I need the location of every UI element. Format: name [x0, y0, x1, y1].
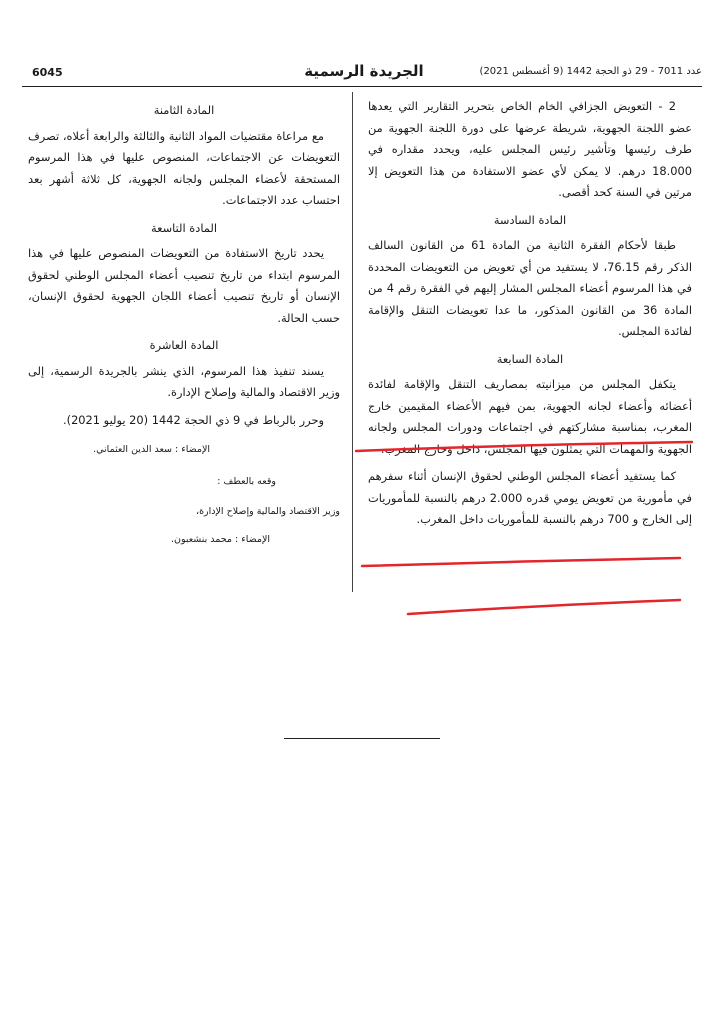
page-header: [26, 62, 702, 84]
article-6-text: طبقا لأحكام الفقرة الثانية من المادة 61 من القانون السالف الذكر رقم 76.15، لا يستفيد من أي تعويض من التعويضات المحددة في هذا المرسوم أعضاء المجلس المشار إليهم في الفقرة رقم 4 من المادة 36 من القانون المذكور، ما عدا تعويضات التنقل والإقامة لفائدة المجلس.: [368, 238, 692, 338]
article-7-paragraph-1: يتكفل المجلس من ميزانيته بمصاريف التنقل والإقامة لفائدة أعضائه وأعضاء لجانه الجهوية، بمن فيهم الأعضاء المقيمين خارج المغرب، بمناسبة مشاركتهم في اجتماعات ودورات المجلس ولجانه الجهوية والمهمات التي يمثلون فيها المجلس، داخل وخارج المغرب.: [368, 377, 692, 456]
article-9-text: يحدد تاريخ الاستفادة من التعويضات المنصوص عليها في هذا المرسوم ابتداء من تاريخ تنصيب أعضاء المجلس الوطني لحقوق الإنسان أو تاريخ تنصيب أعضاء اللجان الجهوية لحقوق الإنسان، حسب الحالة.: [28, 246, 340, 325]
article-7-title: المادة السابعة: [496, 351, 564, 366]
article-9-title: المادة التاسعة: [150, 220, 218, 235]
page-number: 6045: [32, 66, 63, 79]
footer-rule: [284, 738, 440, 739]
signature-prime-minister: الإمضاء : سعد الدين العثماني.: [93, 444, 210, 455]
article-8-title: المادة الثامنة: [153, 103, 215, 117]
red-underline-3: [408, 600, 680, 614]
red-underline-2: [362, 558, 680, 566]
countersigned-label: وقعه بالعطف :: [217, 476, 276, 487]
article-6-title: المادة السادسة: [493, 212, 567, 227]
article-10-text: يسند تنفيذ هذا المرسوم، الذي ينشر بالجريدة الرسمية، إلى وزير الاقتصاد والمالية وإصلاح الإدارة.: [28, 363, 340, 399]
article-8-text: مع مراعاة مقتضيات المواد الثانية والثالثة والرابعة أعلاه، تصرف التعويضات عن الاجتماعات، المنصوص عليها في هذا المرسوم المستحقة لأعضاء المجلس ولجانه الجهوية، كل ثلاثة أشهر بعد احتساب عدد الاجتماعات.: [28, 128, 340, 207]
left-column: [28, 96, 340, 549]
signature-minister: الإمضاء : محمد بنشعبون.: [170, 534, 270, 545]
right-column: [368, 96, 692, 537]
header-rule: [22, 86, 702, 87]
article-10-title: المادة العاشرة: [149, 338, 219, 352]
gazette-title: الجريدة الرسمية: [304, 62, 424, 80]
minister-title: وزير الاقتصاد والمالية وإصلاح الإدارة،: [196, 506, 340, 517]
date-line: وحرر بالرباط في 9 ذي الحجة 1442 (20 يوليو 2021).: [62, 412, 324, 427]
issue-info: عدد 7011 - 29 ذو الحجة 1442 (9 أغسطس 2021): [479, 66, 702, 77]
column-divider: [352, 92, 353, 592]
article-7-paragraph-2: كما يستفيد أعضاء المجلس الوطني لحقوق الإنسان أثناء سفرهم في مأمورية من تعويض يومي قدره 2.000 درهم بالنسبة للمأموريات إلى الخارج و 700 درهم بالنسبة للمأموريات داخل المغرب.: [368, 469, 692, 526]
paragraph-2: 2 - التعويض الجزافي الخام الخاص بتحرير التقارير التي يعدها عضو اللجنة الجهوية، شريطة عرضها على دورة اللجنة الجهوية من طرف رئيسها وتأشير رئيس المجلس عليه، ويحدد مقداره في 18.000 درهم. لا يمكن لأي عضو الاستفادة من هذا التعويض إلا مرتين في السنة كحد أقصى.: [368, 99, 692, 199]
